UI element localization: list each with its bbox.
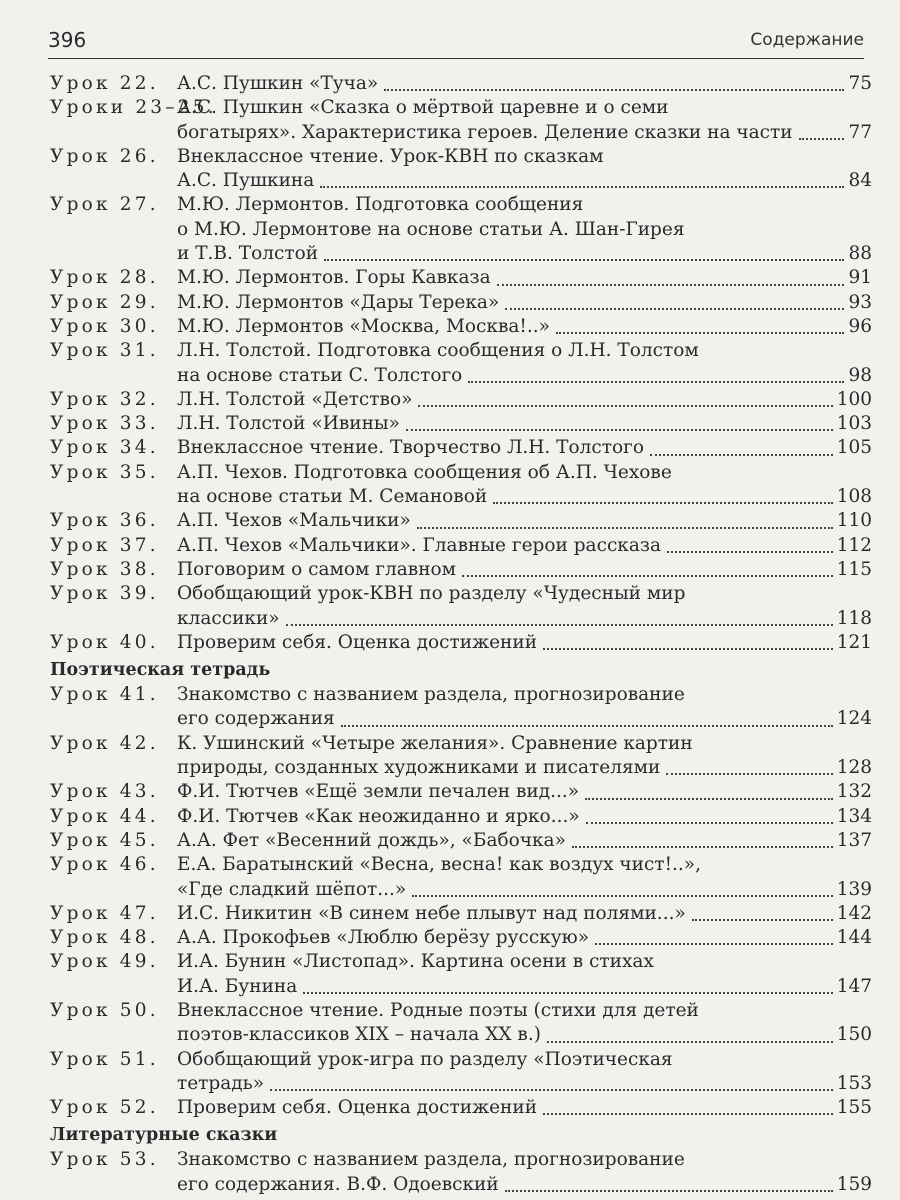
lesson-title: М.Ю. Лермонтов. Горы Кавказа <box>177 267 491 289</box>
lesson-title: Л.Н. Толстой. Подготовка сообщения о Л.Н. Толстом <box>177 340 699 362</box>
page-reference: 132 <box>836 781 872 803</box>
toc-entry <box>50 631 872 655</box>
lesson-title: Поговорим о самом главном <box>177 558 457 580</box>
lesson-title: И.С. Никитин «В синем небе плывут над полями...» <box>177 902 686 924</box>
lesson-title: Проверим себя. Оценка достижений <box>177 631 538 653</box>
lesson-title: А.С. Пушкин «Туча» <box>177 73 379 94</box>
lesson-number: Урок 26. <box>50 145 159 167</box>
toc-entry-line <box>50 339 872 363</box>
toc-entry-line <box>50 121 872 145</box>
lesson-title: А.А. Прокофьев «Люблю берёзу русскую» <box>177 927 590 949</box>
toc-entry <box>50 950 872 999</box>
toc-entry-line <box>50 902 872 926</box>
lesson-number: Урок 46. <box>50 854 159 876</box>
page-reference: 137 <box>836 829 872 851</box>
toc-entry-line <box>50 1072 872 1096</box>
page-reference: 112 <box>836 534 872 556</box>
toc-entry <box>50 145 872 194</box>
lesson-title: А.П. Чехов «Мальчики» <box>177 510 411 532</box>
page-reference: 98 <box>848 364 872 386</box>
toc-entry-line <box>50 950 872 974</box>
dot-leader <box>586 821 833 824</box>
dot-leader <box>303 991 832 994</box>
page-reference: 153 <box>836 1072 872 1094</box>
lesson-number: Уроки 23–25. <box>50 97 217 119</box>
dot-leader <box>572 845 833 848</box>
toc-group-1 <box>50 72 872 655</box>
toc-entry-line <box>50 145 872 169</box>
lesson-number: Урок 49. <box>50 951 159 973</box>
page-reference: 84 <box>848 170 872 192</box>
lesson-title: тетрадь» <box>177 1072 265 1094</box>
lesson-title: на основе статьи М. Семановой <box>177 486 488 508</box>
toc-entry <box>50 461 872 510</box>
dot-leader <box>286 623 833 626</box>
lesson-number: Урок 48. <box>50 927 159 949</box>
dot-leader <box>666 772 832 775</box>
lesson-title: Ф.И. Тютчев «Ещё земли печален вид...» <box>177 781 580 803</box>
lesson-number: Урок 44. <box>50 805 159 827</box>
page-reference: 103 <box>836 413 872 435</box>
lesson-number: Урок 33. <box>50 413 159 435</box>
page-reference: 88 <box>848 243 872 265</box>
toc-entry <box>50 436 872 460</box>
section-heading-literary-tales: Литературные сказки <box>50 1125 278 1146</box>
toc-entry <box>50 780 872 804</box>
toc-entry-line <box>50 853 872 877</box>
lesson-title: И.А. Бунин «Листопад». Картина осени в стихах <box>177 951 654 973</box>
dot-leader <box>341 724 833 727</box>
toc-entry-line <box>50 291 872 315</box>
page-reference: 110 <box>836 510 872 532</box>
dot-leader <box>493 501 833 504</box>
lesson-title: Обобщающий урок-КВН по разделу «Чудесный мир <box>177 583 686 605</box>
toc-entry <box>50 732 872 781</box>
page-reference: 124 <box>836 708 872 730</box>
dot-leader <box>384 88 844 91</box>
lesson-number: Урок 39. <box>50 583 159 605</box>
toc-entry-line <box>50 461 872 485</box>
toc-entry-line <box>50 169 872 193</box>
toc-entry-line <box>50 266 872 290</box>
dot-leader <box>585 797 833 800</box>
dot-leader <box>595 942 833 945</box>
page-header <box>48 26 864 59</box>
lesson-title: Знакомство с названием раздела, прогнозирование <box>177 684 685 706</box>
toc-entry-line <box>50 193 872 217</box>
lesson-title: Внеклассное чтение. Родные поэты (стихи для детей <box>177 999 699 1021</box>
lesson-title: и Т.В. Толстой <box>177 243 319 265</box>
toc-entry <box>50 683 872 732</box>
page-reference: 128 <box>836 757 872 779</box>
toc-entry <box>50 509 872 533</box>
lesson-number: Урок 22. <box>50 73 159 94</box>
toc-entry-line <box>50 242 872 266</box>
lesson-title: Знакомство с названием раздела, прогнозирование <box>177 1149 685 1171</box>
lesson-title: Ф.И. Тютчев «Как неожиданно и ярко...» <box>177 805 580 827</box>
page-reference: 159 <box>836 1173 872 1195</box>
page-reference: 134 <box>836 805 872 827</box>
lesson-title: его содержания <box>177 708 335 730</box>
toc-entry-line <box>50 72 872 96</box>
lesson-title: его содержания. В.Ф. Одоевский <box>177 1173 499 1195</box>
toc-entry <box>50 902 872 926</box>
lesson-number: Урок 50. <box>50 999 159 1021</box>
dot-leader <box>417 526 833 529</box>
toc-entry-line <box>50 436 872 460</box>
toc-entry-line <box>50 558 872 582</box>
dot-leader <box>799 137 845 140</box>
lesson-number: Урок 53. <box>50 1149 159 1171</box>
dot-leader <box>667 550 833 553</box>
lesson-title: М.Ю. Лермонтов «Москва, Москва!..» <box>177 315 550 337</box>
toc-entry <box>50 1148 872 1197</box>
toc-entry-line <box>50 683 872 707</box>
table-of-contents <box>50 72 872 1197</box>
dot-leader <box>406 428 833 431</box>
lesson-title: М.Ю. Лермонтов «Дары Терека» <box>177 291 500 313</box>
lesson-title: классики» <box>177 607 280 629</box>
lesson-number: Урок 41. <box>50 684 159 706</box>
lesson-title: «Где сладкий шёпот...» <box>177 878 407 900</box>
toc-entry <box>50 582 872 631</box>
toc-entry-line <box>50 732 872 756</box>
page-reference: 150 <box>836 1024 872 1046</box>
page-reference: 144 <box>836 927 872 949</box>
toc-entry-line <box>50 412 872 436</box>
dot-leader <box>543 647 833 650</box>
dot-leader <box>270 1088 833 1091</box>
dot-leader <box>556 331 845 334</box>
toc-entry <box>50 853 872 902</box>
dot-leader <box>505 307 844 310</box>
lesson-title: А.А. Фет «Весенний дождь», «Бабочка» <box>177 829 566 851</box>
lesson-number: Урок 42. <box>50 732 159 754</box>
running-title: Содержание <box>750 30 864 50</box>
toc-entry <box>50 926 872 950</box>
page-reference: 96 <box>848 315 872 337</box>
page-reference: 147 <box>836 975 872 997</box>
dot-leader <box>650 453 833 456</box>
page-reference: 77 <box>848 121 872 143</box>
toc-entry <box>50 72 872 96</box>
toc-entry <box>50 412 872 436</box>
page-reference: 75 <box>848 73 872 94</box>
toc-entry <box>50 829 872 853</box>
toc-group-2 <box>50 683 872 1120</box>
toc-entry <box>50 96 872 145</box>
toc-entry-line <box>50 607 872 631</box>
toc-entry-line <box>50 707 872 731</box>
dot-leader <box>462 574 833 577</box>
toc-entry-line <box>50 388 872 412</box>
toc-entry <box>50 291 872 315</box>
page-reference: 108 <box>836 486 872 508</box>
toc-entry-line <box>50 756 872 780</box>
page-reference: 155 <box>836 1097 872 1119</box>
toc-entry-line <box>50 582 872 606</box>
toc-entry-line <box>50 805 872 829</box>
toc-entry-line <box>50 534 872 558</box>
lesson-number: Урок 28. <box>50 267 159 289</box>
lesson-title: Внеклассное чтение. Творчество Л.Н. Толстого <box>177 437 644 459</box>
lesson-number: Урок 52. <box>50 1097 159 1119</box>
lesson-number: Урок 51. <box>50 1048 159 1070</box>
lesson-number: Урок 34. <box>50 437 159 459</box>
page-reference: 139 <box>836 878 872 900</box>
lesson-title: природы, созданных художниками и писателями <box>177 757 661 779</box>
lesson-number: Урок 38. <box>50 558 159 580</box>
lesson-title: на основе статьи С. Толстого <box>177 364 463 386</box>
toc-entry-line <box>50 878 872 902</box>
lesson-number: Урок 40. <box>50 631 159 653</box>
toc-entry-line <box>50 315 872 339</box>
toc-entry-line <box>50 1173 872 1197</box>
toc-entry <box>50 558 872 582</box>
page-reference: 105 <box>836 437 872 459</box>
toc-entry <box>50 388 872 412</box>
toc-entry-line <box>50 999 872 1023</box>
toc-entry <box>50 1048 872 1097</box>
toc-entry-line <box>50 1148 872 1172</box>
lesson-number: Урок 43. <box>50 781 159 803</box>
page-reference: 118 <box>836 607 872 629</box>
toc-entry-line <box>50 1023 872 1047</box>
lesson-title: А.П. Чехов. Подготовка сообщения об А.П. Чехове <box>177 461 672 483</box>
lesson-title: М.Ю. Лермонтов. Подготовка сообщения <box>177 194 584 216</box>
lesson-title: Л.Н. Толстой «Детство» <box>177 388 413 410</box>
toc-entry <box>50 1096 872 1120</box>
page-reference: 100 <box>836 388 872 410</box>
toc-entry-line <box>50 780 872 804</box>
lesson-title: Л.Н. Толстой «Ивины» <box>177 413 400 435</box>
lesson-title: о М.Ю. Лермонтове на основе статьи А. Шан-Гирея <box>177 218 685 240</box>
page-reference: 142 <box>836 902 872 924</box>
dot-leader <box>320 185 844 188</box>
lesson-number: Урок 36. <box>50 510 159 532</box>
toc-entry-line <box>50 1096 872 1120</box>
toc-entry-line <box>50 975 872 999</box>
page-reference: 91 <box>848 267 872 289</box>
toc-group-3 <box>50 1148 872 1197</box>
toc-entry <box>50 266 872 290</box>
lesson-number: Урок 47. <box>50 902 159 924</box>
page-reference: 93 <box>848 291 872 313</box>
toc-entry-line <box>50 631 872 655</box>
toc-entry-line <box>50 926 872 950</box>
toc-entry-line <box>50 509 872 533</box>
page-reference: 121 <box>836 631 872 653</box>
dot-leader <box>412 894 832 897</box>
toc-entry-line <box>50 96 872 120</box>
lesson-number: Урок 27. <box>50 194 159 216</box>
lesson-number: Урок 32. <box>50 388 159 410</box>
toc-entry-line <box>50 364 872 388</box>
lesson-title: поэтов-классиков XIX – начала XX в.) <box>177 1024 541 1046</box>
lesson-title: Внеклассное чтение. Урок-КВН по сказкам <box>177 145 604 167</box>
dot-leader <box>543 1112 833 1115</box>
lesson-number: Урок 30. <box>50 315 159 337</box>
toc-entry-line <box>50 485 872 509</box>
toc-entry <box>50 805 872 829</box>
toc-entry <box>50 999 872 1048</box>
page-reference: 115 <box>836 558 872 580</box>
lesson-number: Урок 35. <box>50 461 159 483</box>
dot-leader <box>468 380 844 383</box>
section-heading-poetic-notebook: Поэтическая тетрадь <box>50 660 271 681</box>
dot-leader <box>505 1189 833 1192</box>
toc-entry <box>50 534 872 558</box>
lesson-number: Урок 31. <box>50 340 159 362</box>
dot-leader <box>547 1040 833 1043</box>
toc-entry <box>50 339 872 388</box>
lesson-title: А.С. Пушкин «Сказка о мёртвой царевне и о семи <box>177 97 669 119</box>
lesson-number: Урок 29. <box>50 291 159 313</box>
lesson-title: богатырях». Характеристика героев. Деление сказки на части <box>177 121 793 143</box>
lesson-title: И.А. Бунина <box>177 975 298 997</box>
toc-entry-line <box>50 1048 872 1072</box>
lesson-number: Урок 45. <box>50 829 159 851</box>
dot-leader <box>324 258 844 261</box>
lesson-title: Обобщающий урок-игра по разделу «Поэтическая <box>177 1048 673 1070</box>
lesson-title: К. Ушинский «Четыре желания». Сравнение картин <box>177 732 693 754</box>
lesson-title: А.П. Чехов «Мальчики». Главные герои рассказа <box>177 534 662 556</box>
lesson-title: Проверим себя. Оценка достижений <box>177 1097 538 1119</box>
lesson-title: А.С. Пушкина <box>177 170 315 192</box>
toc-entry <box>50 315 872 339</box>
lesson-number: Урок 37. <box>50 534 159 556</box>
dot-leader <box>497 283 845 286</box>
dot-leader <box>692 918 833 921</box>
toc-entry-line <box>50 829 872 853</box>
page-number: 396 <box>48 28 87 52</box>
dot-leader <box>418 404 832 407</box>
toc-entry-line <box>50 218 872 242</box>
toc-entry <box>50 193 872 266</box>
lesson-title: Е.А. Баратынский «Весна, весна! как воздух чист!..», <box>177 854 701 876</box>
